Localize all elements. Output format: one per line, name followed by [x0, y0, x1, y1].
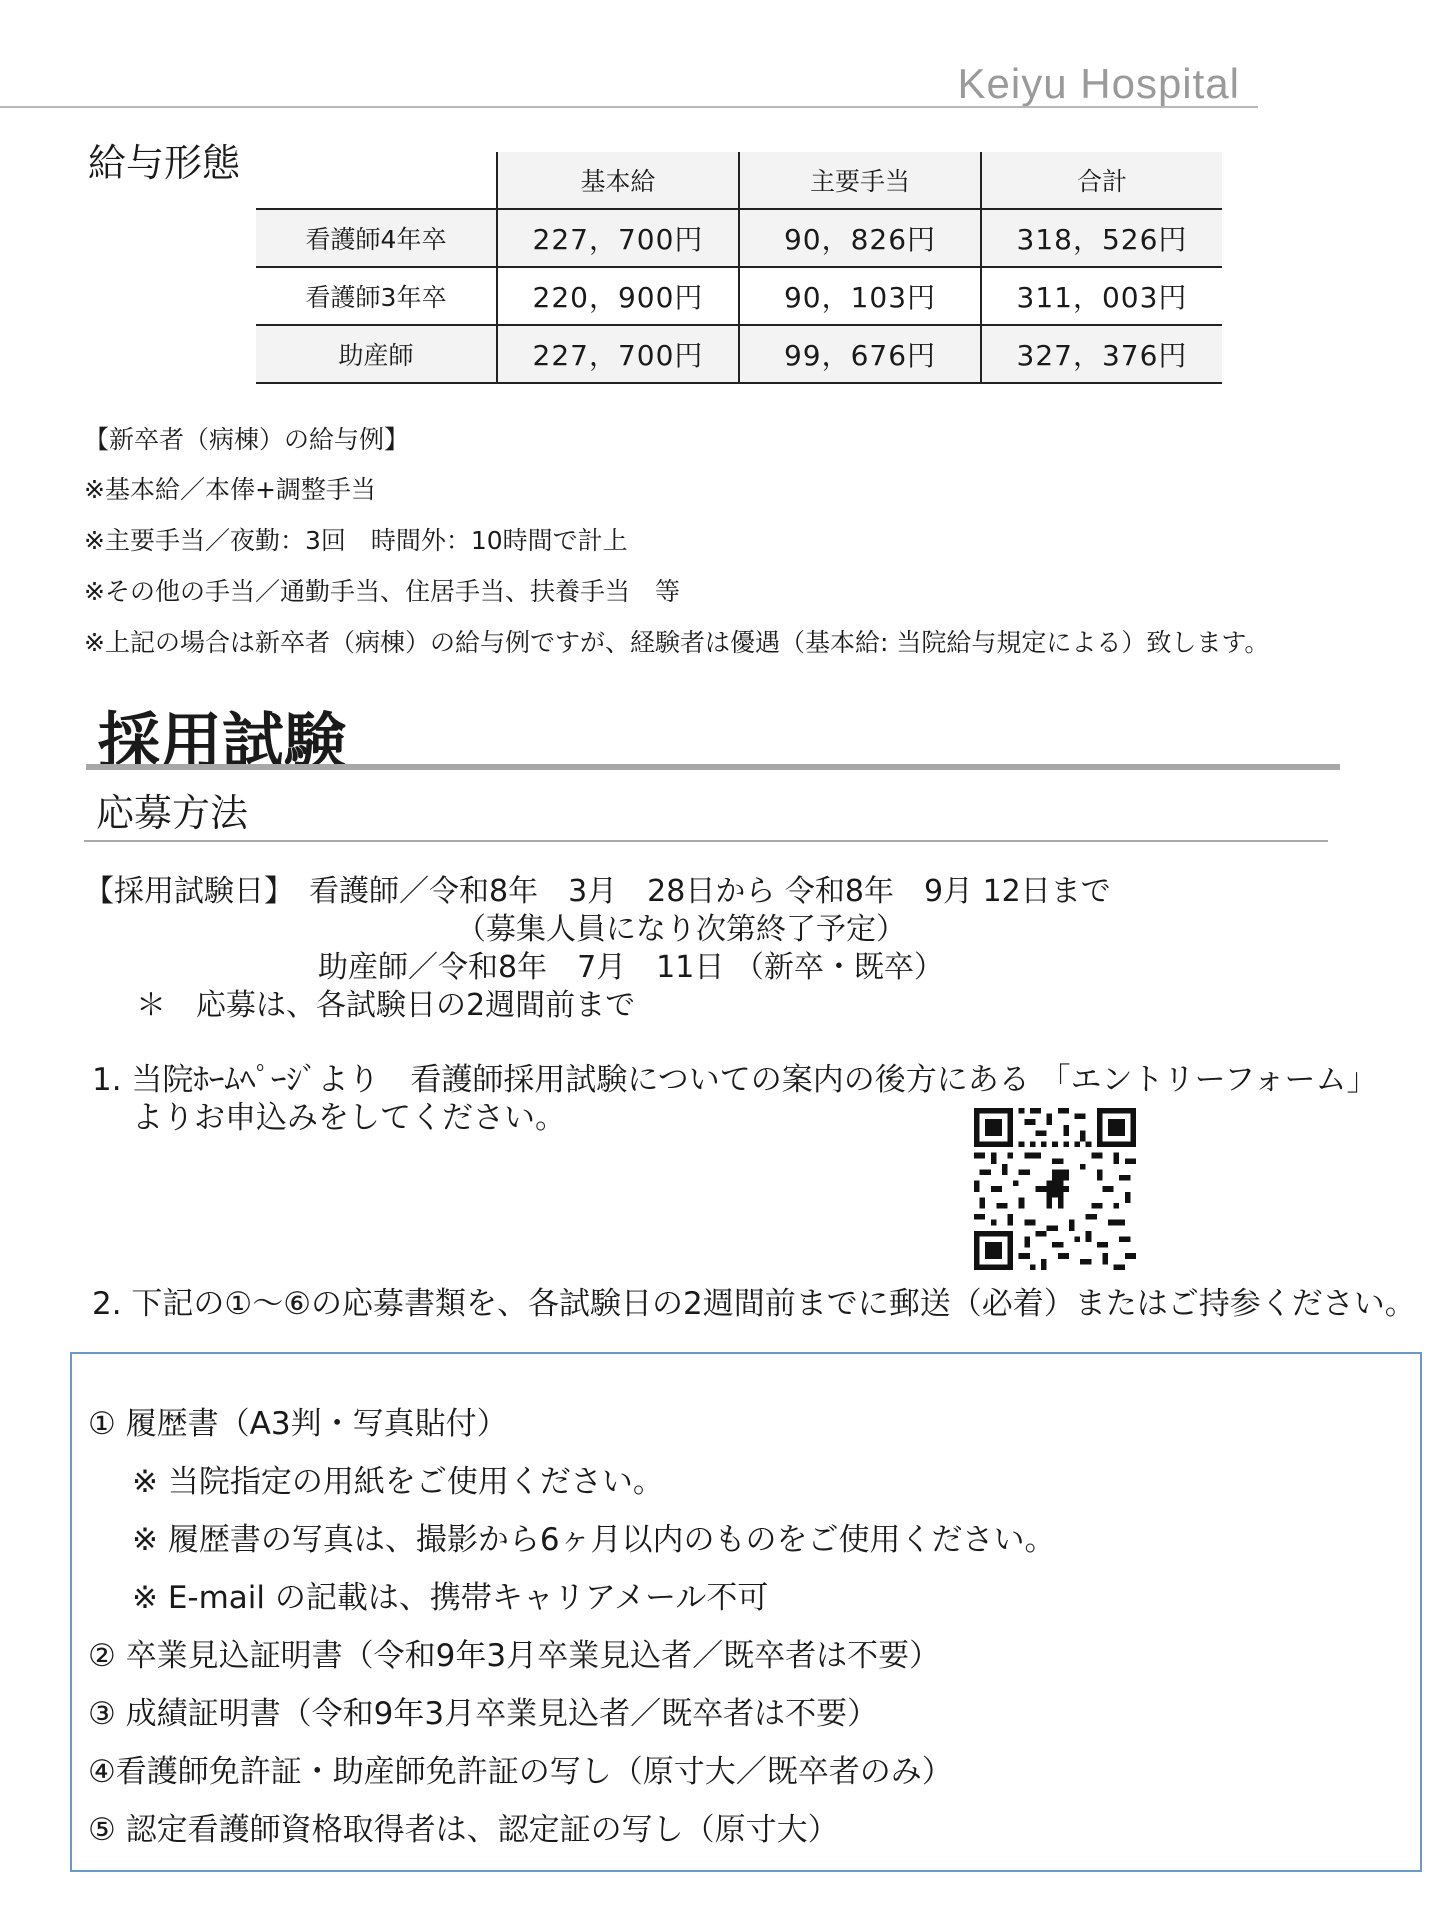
salary-note: ※その他の手当／通勤手当、住居手当、扶養手当 等 — [84, 577, 680, 606]
document-item: ③ 成績証明書（令和9年3月卒業見込者／既卒者は不要） — [88, 1696, 879, 1732]
header-divider — [0, 106, 1258, 108]
table-row — [256, 267, 1222, 325]
table-header-cell: 主要手当 — [739, 152, 981, 209]
table-header-blank — [256, 152, 497, 209]
document-item: ① 履歴書（A3判・写真貼付） — [88, 1406, 508, 1442]
step-1-text: 1. 当院ﾎｰﾑﾍﾟｰｼﾞより 看護師採用試験についての案内の後方にある 「エントリーフォーム」 — [92, 1062, 1378, 1098]
table-row — [256, 325, 1222, 383]
section-divider — [86, 764, 1340, 770]
table-header-cell: 基本給 — [497, 152, 739, 209]
table-row-label: 看護師3年卒 — [256, 267, 497, 325]
table-header-cell: 合計 — [981, 152, 1222, 209]
document-item: ② 卒業見込証明書（令和9年3月卒業見込者／既卒者は不要） — [88, 1638, 941, 1674]
salary-note: ※基本給／本俸+調整手当 — [84, 475, 376, 504]
table-cell: 227，700円 — [497, 325, 739, 383]
document-note: ※ 当院指定の用紙をご使用ください。 — [132, 1464, 664, 1500]
table-cell: 318，526円 — [981, 209, 1222, 267]
exam-date-line: （募集人員になり次第終了予定） — [456, 912, 906, 947]
exam-date-line: ＊ 応募は、各試験日の2週間前まで — [136, 988, 636, 1023]
document-note: ※ E-mail の記載は、携帯キャリアメール不可 — [132, 1580, 769, 1616]
exam-date-line: 【採用試験日】 看護師／令和8年 3月 28日から 令和8年 9月 12日まで — [84, 874, 1111, 909]
table-cell: 327，376円 — [981, 325, 1222, 383]
qr-code-icon[interactable] — [974, 1108, 1136, 1270]
salary-note: ※主要手当／夜勤：3回 時間外：10時間で計上 — [84, 526, 628, 555]
brand-name: Keiyu Hospital — [957, 60, 1240, 107]
salary-note: ※上記の場合は新卒者（病棟）の給与例ですが、経験者は優遇（基本給: 当院給与規定による）致します。 — [84, 628, 1270, 657]
table-row-label: 助産師 — [256, 325, 497, 383]
exam-date-line: 助産師／令和8年 7月 11日 （新卒・既卒） — [318, 950, 944, 985]
salary-title: 給与形態 — [88, 141, 241, 185]
table-header-row — [256, 152, 1222, 209]
document-item: ④看護師免許証・助産師免許証の写し（原寸大／既卒者のみ） — [88, 1754, 953, 1790]
document-note: ※ 履歴書の写真は、撮影から6ヶ月以内のものをご使用ください。 — [132, 1522, 1056, 1558]
table-cell: 220，900円 — [497, 267, 739, 325]
subsection-divider — [84, 840, 1328, 842]
table-row-label: 看護師4年卒 — [256, 209, 497, 267]
table-cell: 99，676円 — [739, 325, 981, 383]
document-item: ⑤ 認定看護師資格取得者は、認定証の写し（原寸大） — [88, 1812, 839, 1848]
table-row — [256, 209, 1222, 267]
table-cell: 311，003円 — [981, 267, 1222, 325]
table-cell: 90，103円 — [739, 267, 981, 325]
table-cell: 227，700円 — [497, 209, 739, 267]
table-cell: 90，826円 — [739, 209, 981, 267]
step-2-text: 2. 下記の①～⑥の応募書類を、各試験日の2週間前までに郵送（必着）またはご持参ください。 — [92, 1286, 1416, 1322]
application-method-title: 応募方法 — [96, 791, 249, 835]
salary-table — [256, 152, 1222, 384]
step-1-text-cont: よりお申込みをしてください。 — [132, 1100, 566, 1136]
salary-note: 【新卒者（病棟）の給与例】 — [84, 425, 410, 454]
exam-section-title: 採用試験 — [98, 705, 347, 778]
